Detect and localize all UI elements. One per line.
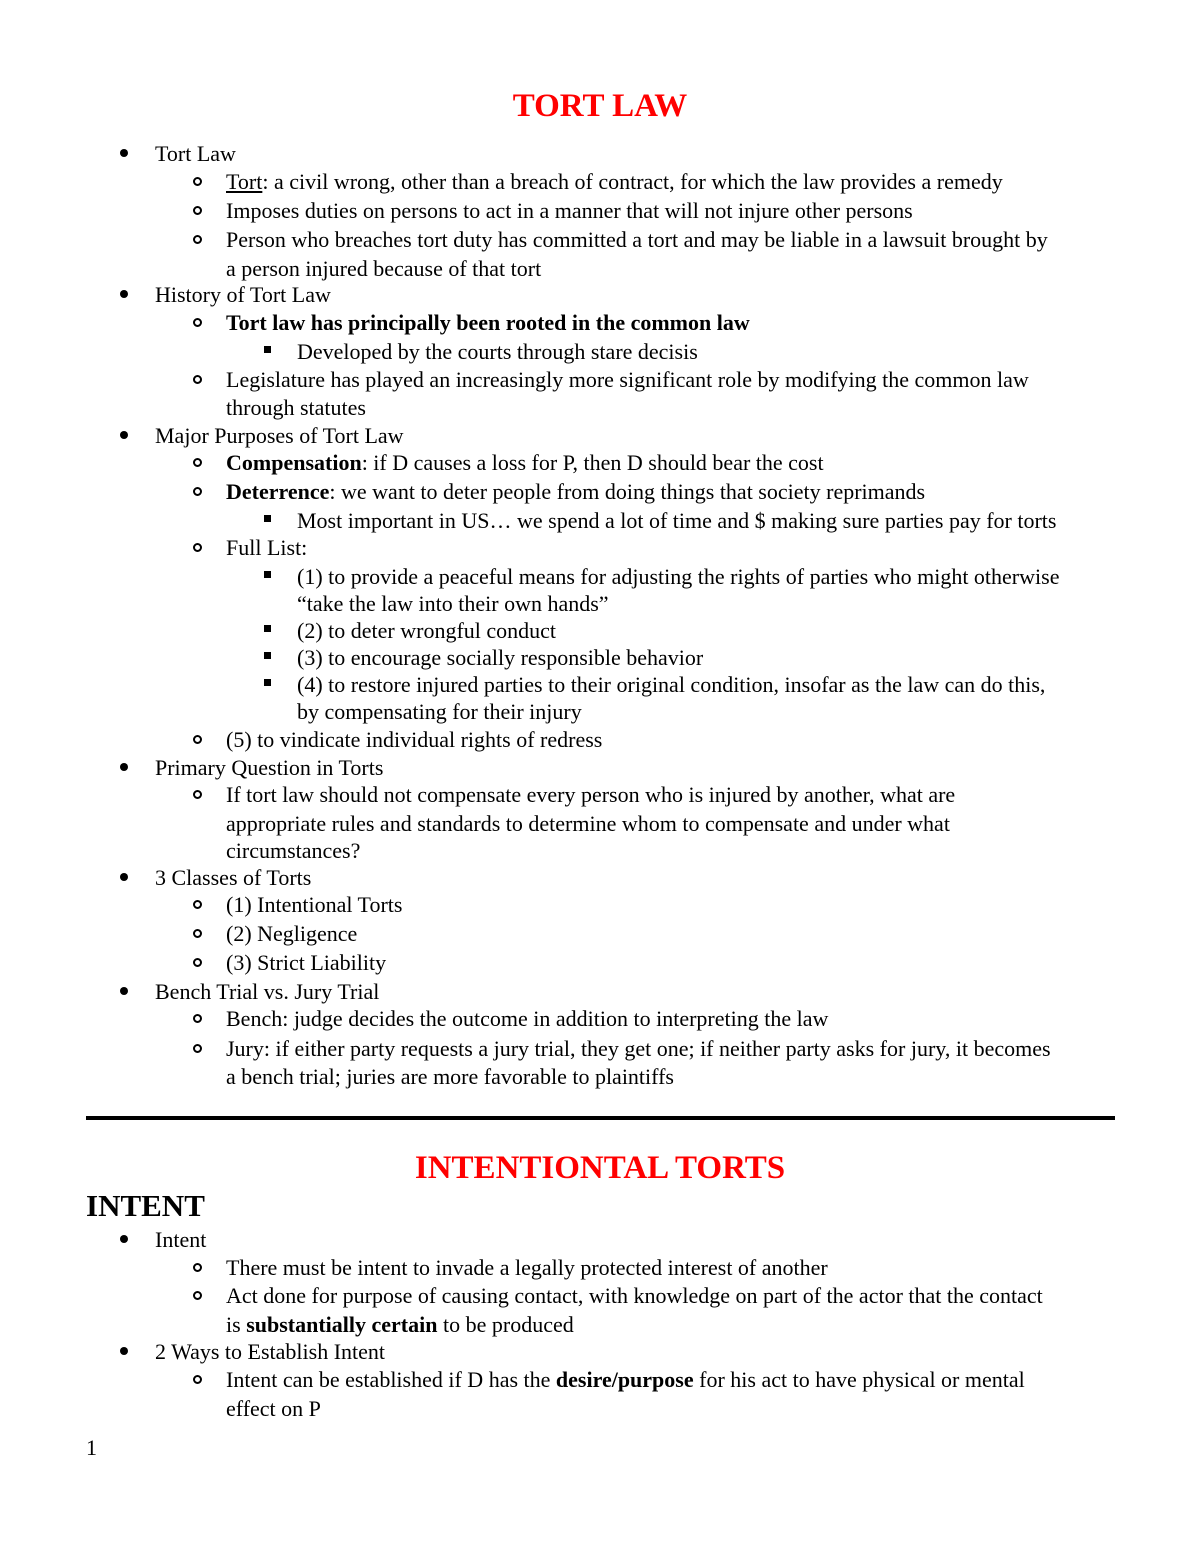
bullet-disc-icon [120, 1235, 128, 1243]
list-item-trial: Bench Trial vs. Jury Trial [155, 979, 380, 1004]
bullet-square-icon [264, 515, 271, 522]
list-item-history: History of Tort Law [155, 282, 331, 307]
list-item-jury-line1: Jury: if either party requests a jury trial, they get one; if neither party asks for jury, it becomes [226, 1036, 1051, 1061]
bullet-disc-icon [120, 290, 128, 298]
list-item-full-list: Full List: [226, 535, 308, 560]
list-item-tort-definition [226, 168, 1003, 196]
bullet-circle-icon [193, 1044, 202, 1053]
term-compensation: Compensation [226, 450, 362, 475]
list-item-purpose-4-line1: (4) to restore injured parties to their original condition, insofar as the law can do this, [297, 672, 1046, 697]
bullet-circle-icon [193, 1263, 202, 1272]
bullet-circle-icon [193, 1014, 202, 1023]
list-item-ways: 2 Ways to Establish Intent [155, 1339, 386, 1364]
bullet-disc-icon [120, 763, 128, 771]
common-law-text: Tort law has principally been rooted in the common law [226, 310, 750, 335]
list-item-common-law [226, 309, 750, 337]
section-title: INTENTIONTAL TORTS [414, 1150, 786, 1186]
list-item-invade: There must be intent to invade a legally protected interest of another [226, 1255, 828, 1280]
list-item-question-line2: appropriate rules and standards to determine whom to compensate and under what [226, 811, 950, 836]
deterrence-text: : we want to deter people from doing things that society reprimands [329, 479, 926, 504]
list-item-way-1-line1 [226, 1366, 1025, 1394]
list-item-question-line3: circumstances? [226, 838, 361, 863]
bullet-square-icon [264, 625, 271, 632]
section-divider [86, 1116, 1115, 1120]
bullet-circle-icon [193, 206, 202, 215]
list-item-purpose-4-line2: by compensating for their injury [297, 699, 582, 724]
bullet-circle-icon [193, 487, 202, 496]
term-tort: Tort [226, 169, 263, 194]
bullet-disc-icon [120, 987, 128, 995]
bullet-circle-icon [193, 1375, 202, 1384]
list-item-way-1-line2: effect on P [226, 1396, 321, 1421]
page-title: TORT LAW [512, 88, 688, 124]
list-item-classes: 3 Classes of Torts [155, 865, 312, 890]
bullet-circle-icon [193, 543, 202, 552]
bullet-circle-icon [193, 735, 202, 744]
bullet-circle-icon [193, 177, 202, 186]
list-item-primary-question: Primary Question in Torts [155, 755, 384, 780]
list-item-duties: Imposes duties on persons to act in a manner that will not injure other persons [226, 198, 913, 223]
list-item-class-2: (2) Negligence [226, 921, 358, 946]
bullet-circle-icon [193, 929, 202, 938]
list-item-class-1: (1) Intentional Torts [226, 892, 403, 917]
bullet-circle-icon [193, 458, 202, 467]
list-item-breach-line2: a person injured because of that tort [226, 256, 542, 281]
term-deterrence: Deterrence [226, 479, 330, 504]
act-prefix: is [226, 1312, 247, 1337]
list-item-breach-line1: Person who breaches tort duty has committed a tort and may be liable in a lawsuit brought by [226, 227, 1048, 252]
list-item-legislature-line1: Legislature has played an increasingly more significant role by modifying the common law [226, 367, 1029, 392]
list-item-purpose-1-line2: “take the law into their own hands” [297, 591, 609, 616]
list-item-purpose-5: (5) to vindicate individual rights of redress [226, 727, 603, 752]
subsection-heading: INTENT [86, 1188, 205, 1223]
way1-prefix: Intent can be established if D has the [226, 1367, 556, 1392]
tort-definition-text: : a civil wrong, other than a breach of contract, for which the law provides a remedy [262, 169, 1003, 194]
bullet-disc-icon [120, 1347, 128, 1355]
list-item-intent: Intent [155, 1227, 207, 1252]
bullet-circle-icon [193, 375, 202, 384]
bullet-square-icon [264, 652, 271, 659]
compensation-text: : if D causes a loss for P, then D should bear the cost [361, 450, 824, 475]
bullet-disc-icon [120, 431, 128, 439]
bullet-circle-icon [193, 318, 202, 327]
list-item-jury-line2: a bench trial; juries are more favorable to plaintiffs [226, 1064, 674, 1089]
list-item-most-important: Most important in US… we spend a lot of time and $ making sure parties pay for torts [297, 508, 1057, 533]
list-item-act-line2 [226, 1311, 574, 1339]
list-item-compensation [226, 449, 824, 477]
list-item-act-line1: Act done for purpose of causing contact, with knowledge on part of the actor that the contact [226, 1283, 1043, 1308]
bullet-circle-icon [193, 900, 202, 909]
term-desire-purpose: desire/purpose [555, 1367, 694, 1392]
list-item-bench: Bench: judge decides the outcome in addition to interpreting the law [226, 1006, 829, 1031]
list-item-purposes: Major Purposes of Tort Law [155, 423, 404, 448]
bullet-square-icon [264, 571, 271, 578]
bullet-disc-icon [120, 873, 128, 881]
list-item-purpose-1-line1: (1) to provide a peaceful means for adjusting the rights of parties who might otherwise [297, 564, 1060, 589]
bullet-square-icon [264, 679, 271, 686]
list-item-purpose-2: (2) to deter wrongful conduct [297, 618, 557, 643]
bullet-circle-icon [193, 1291, 202, 1300]
bullet-square-icon [264, 346, 271, 353]
bullet-circle-icon [193, 790, 202, 799]
list-item-legislature-line2: through statutes [226, 395, 366, 420]
act-suffix: to be produced [437, 1312, 574, 1337]
list-item-class-3: (3) Strict Liability [226, 950, 387, 975]
list-item-tort-law: Tort Law [155, 141, 236, 166]
bullet-circle-icon [193, 958, 202, 967]
bullet-disc-icon [120, 149, 128, 157]
bullet-circle-icon [193, 235, 202, 244]
term-substantially-certain: substantially certain [246, 1312, 438, 1337]
list-item-stare-decisis: Developed by the courts through stare decisis [297, 339, 698, 364]
list-item-deterrence [226, 478, 925, 506]
list-item-question-line1: If tort law should not compensate every person who is injured by another, what are [226, 782, 956, 807]
way1-suffix: for his act to have physical or mental [693, 1367, 1025, 1392]
list-item-purpose-3: (3) to encourage socially responsible behavior [297, 645, 704, 670]
page-number: 1 [86, 1435, 97, 1460]
